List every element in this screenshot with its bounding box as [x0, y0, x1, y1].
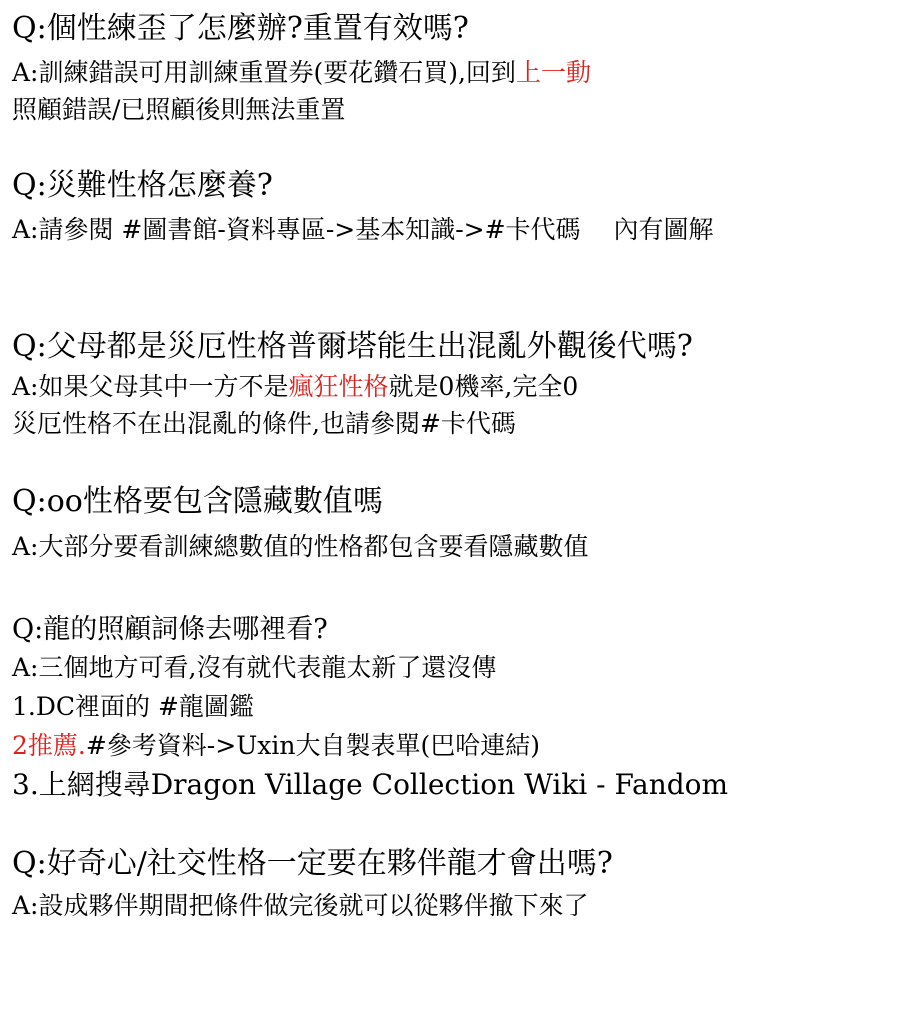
answer-5-line-4: 3.上網搜尋Dragon Village Collection Wiki - Fandom	[12, 768, 729, 801]
answer-5-line-3	[12, 733, 540, 758]
answer-text: A:如果父母其中一方不是	[12, 372, 289, 401]
answer-text: #參考資料->Uxin大自製表單(巴哈連結)	[85, 731, 540, 760]
answer-6-line-1: A:設成夥伴期間把條件做完後就可以從夥伴撤下來了	[12, 891, 589, 920]
highlight-text: 上一動	[515, 58, 591, 87]
answer-3-line-1	[12, 374, 578, 399]
highlight-text: 2推薦.	[12, 731, 86, 760]
question-2: Q:災難性格怎麼養?	[12, 168, 273, 203]
question-3: Q:父母都是災厄性格普爾塔能生出混亂外觀後代嗎?	[12, 329, 693, 364]
answer-4-line-1: A:大部分要看訓練總數值的性格都包含要看隱藏數值	[12, 532, 589, 561]
answer-text: 就是0機率,完全0	[388, 372, 579, 401]
question-5: Q:龍的照顧詞條去哪裡看?	[12, 614, 328, 645]
answer-5-line-1: A:三個地方可看,沒有就代表龍太新了還沒傳	[12, 653, 497, 682]
question-1: Q:個性練歪了怎麼辦?重置有效嗎?	[12, 11, 469, 46]
highlight-text: 瘋狂性格	[288, 372, 389, 401]
question-6: Q:好奇心/社交性格一定要在夥伴龍才會出嗎?	[12, 846, 613, 881]
answer-5-line-2: 1.DC裡面的 #龍圖鑑	[12, 692, 254, 721]
answer-1-line-1	[12, 60, 591, 85]
answer-1-line-2: 照顧錯誤/已照顧後則無法重置	[12, 95, 346, 124]
answer-text: A:訓練錯誤可用訓練重置券(要花鑽石買),回到	[12, 58, 516, 87]
answer-3-line-2: 災厄性格不在出混亂的條件,也請參閱#卡代碼	[12, 409, 516, 438]
answer-2-line-1: A:請參閱 #圖書館-資料專區->基本知識->#卡代碼 內有圖解	[12, 215, 714, 244]
question-4: Q:oo性格要包含隱藏數值嗎	[12, 484, 383, 519]
